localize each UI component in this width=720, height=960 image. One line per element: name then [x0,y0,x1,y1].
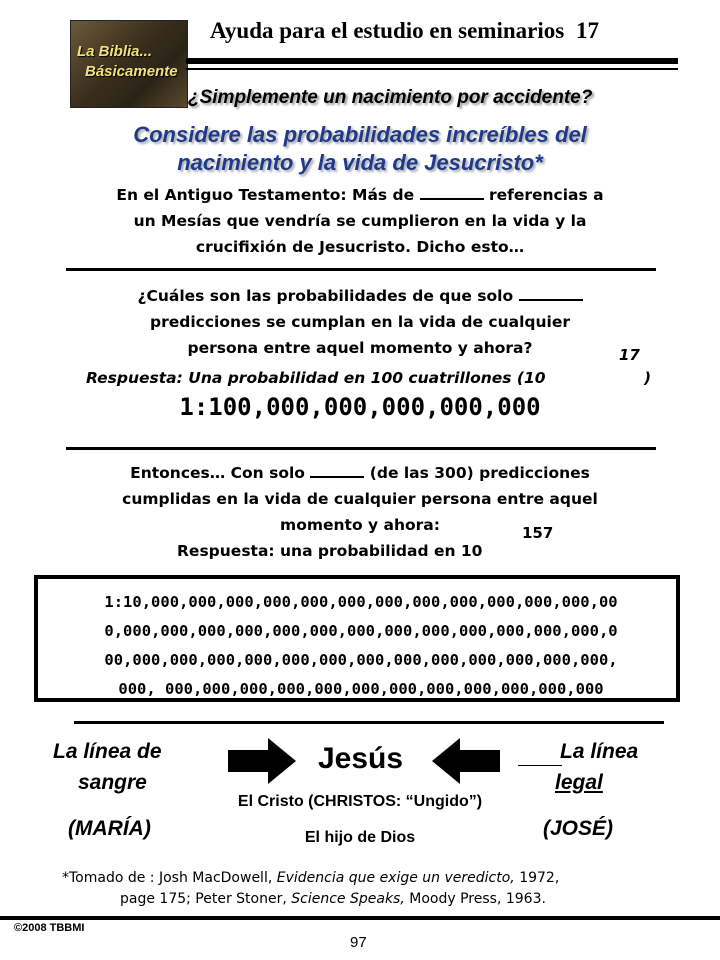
christ-subtitle: El Cristo (CHRISTOS: “Ungido”) [237,793,483,810]
intro-line3: crucifixión de Jesucristo. Dicho esto… [195,238,525,256]
header-rule-thin [186,68,678,70]
header-rule-thick [186,58,678,64]
question1-blank [519,285,583,301]
logo-line2: Básicamente [85,63,178,80]
son-of-god: El hijo de Dios [304,829,416,846]
ratio-line-4: 000, 000,000,000,000,000,000,000,000,000,000,000,000 [118,680,604,698]
footnote-prefix: *Tomado de : Josh MacDowell, [62,870,273,886]
header-title-text: Ayuda para el estudio en seminarios [210,18,565,43]
footnote-year: 1972, [519,870,560,886]
divider-2 [66,447,656,450]
question2-line1-post: (de las 300) predicciones [369,464,590,482]
question2-line1 [40,460,680,486]
question2-blank [310,462,364,478]
ratio-box-text [46,588,676,704]
header-title [210,18,599,44]
ratio-line-1: 1:10,000,000,000,000,000,000,000,000,000,000,000,000,00 [104,593,618,611]
question1-big-number: 1:100,000,000,000,000,000 [179,393,541,421]
divider-1 [66,268,656,271]
right-lineage-line2: legal [555,771,603,794]
subtitle: ¿Simplemente un nacimiento por accidente? [188,87,593,108]
ratio-line-2: 0,000,000,000,000,000,000,000,000,000,000,000,000,000,0 [104,622,618,640]
header-number: 17 [575,18,599,43]
question2-line1-pre: Entonces… Con solo [130,464,305,482]
page-number: 97 [350,934,367,951]
logo-la-biblia-basicamente [70,20,188,108]
right-lineage-name: (JOSÉ) [543,817,614,840]
left-lineage-name: (MARÍA) [68,817,151,840]
footer-rule [0,916,720,920]
question1-answer-close: ) [644,369,652,387]
intro-line1-post: referencias a [488,186,604,204]
divider-3 [74,721,664,724]
ratio-line-3: 00,000,000,000,000,000,000,000,000,000,000,000,000,000, [104,651,618,669]
question1 [40,283,680,361]
question2 [40,460,680,538]
intro-blank [420,184,484,200]
logo-line1: La Biblia... [77,43,153,60]
question1-line2: predicciones se cumplan en la vida de cualquier [149,313,571,331]
intro-line1-pre: En el Antiguo Testamento: Más de [116,186,415,204]
intro-line2: un Mesías que vendría se cumplieron en la vida y la [133,212,587,230]
question1-line1 [40,283,680,309]
footnote-line2-pre: page 175; Peter Stoner, [120,891,287,907]
main-heading-line1: Considere las probabilidades increíbles del [133,122,587,147]
question2-line2: cumplidas en la vida de cualquier persona entre aquel [122,490,598,508]
right-lineage-line1: La línea [560,740,639,763]
footnote-line2 [120,889,546,909]
left-lineage-line2: sangre [78,771,147,794]
left-arrow-icon [432,738,500,784]
left-lineage-line1: La línea de [53,740,162,763]
question1-line1-pre: ¿Cuáles son las probabilidades de que solo [137,287,514,305]
copyright: ©2008 TBBMI [14,922,85,934]
question2-answer-exponent: 157 [522,524,554,542]
question1-line3: persona entre aquel momento y ahora? [187,339,533,357]
question2-line3: momento y ahora: [280,516,440,534]
footnote-line2-post: Moody Press, 1963. [409,891,546,907]
intro-line1 [40,182,680,208]
right-lineage-underline [518,765,562,766]
footnote-book2: Science Speaks, [291,891,405,907]
jesus-title: Jesús [318,742,404,775]
question1-answer [86,365,546,391]
question1-answer-exponent: 17 [619,346,640,364]
footnote-book1: Evidencia que exige un veredicto, [276,870,515,886]
footnote-line1 [62,868,559,888]
right-arrow-icon [228,738,296,784]
main-heading-line2: nacimiento y la vida de Jesucristo* [177,150,543,175]
question2-answer: Respuesta: una probabilidad en 10 [177,542,483,560]
main-heading [60,121,660,177]
question1-answer-text: Respuesta: Una probabilidad en 100 cuatrillones (10 [86,369,546,387]
intro-paragraph [40,182,680,260]
